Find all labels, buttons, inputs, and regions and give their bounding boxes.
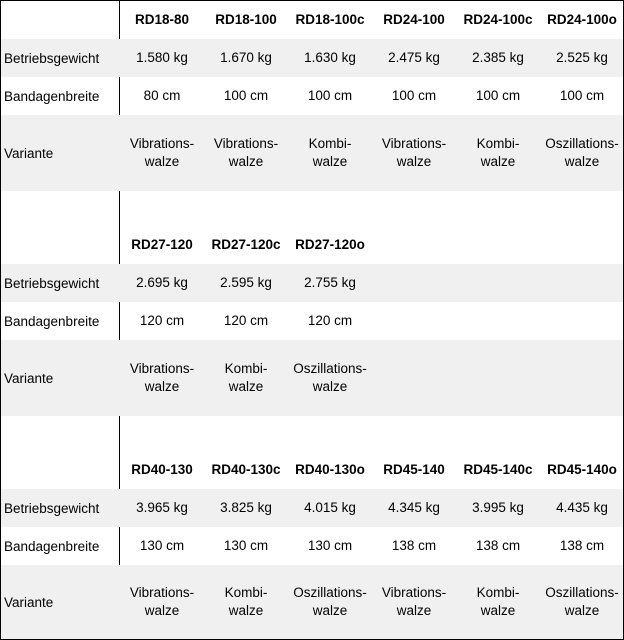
- weight-value: 3.825 kg: [220, 500, 272, 515]
- weight-value: 3.995 kg: [472, 500, 524, 515]
- row-label-variant: Variante: [4, 145, 54, 161]
- width-value: 100 cm: [391, 88, 437, 103]
- variant-row: [1, 340, 623, 416]
- model-name: RD45-140o: [547, 462, 617, 477]
- variant-value: Kombi- walze: [308, 136, 352, 169]
- variant-value: Vibrations- walze: [213, 136, 279, 169]
- weight-value: 1.630 kg: [304, 50, 356, 65]
- variant-row: [1, 565, 623, 639]
- weight-value: 4.435 kg: [556, 500, 608, 515]
- model-name: RD27-120: [131, 237, 193, 252]
- weight-row: [1, 489, 623, 527]
- row-label-width: Bandagenbreite: [4, 313, 100, 329]
- row-label-variant: Variante: [4, 594, 54, 610]
- model-header-row: [1, 451, 623, 489]
- variant-value: Vibrations- walze: [129, 585, 195, 618]
- width-value: 100 cm: [223, 88, 269, 103]
- weight-value: 4.345 kg: [388, 500, 440, 515]
- variant-value: Oszillations- walze: [545, 136, 619, 169]
- width-value: 80 cm: [143, 88, 181, 103]
- model-name: RD40-130c: [211, 462, 281, 477]
- model-name: RD45-140c: [463, 462, 533, 477]
- width-value: 120 cm: [223, 313, 269, 328]
- weight-value: 1.580 kg: [136, 50, 188, 65]
- row-label-weight: Betriebsgewicht: [4, 275, 100, 291]
- model-name: RD24-100c: [463, 12, 533, 27]
- row-label-width: Bandagenbreite: [4, 538, 100, 554]
- width-value: 138 cm: [391, 538, 437, 553]
- model-name: RD18-100c: [295, 12, 365, 27]
- row-label-variant: Variante: [4, 370, 54, 386]
- model-name: RD27-120o: [295, 237, 365, 252]
- width-value: 120 cm: [307, 313, 353, 328]
- width-value: 100 cm: [475, 88, 521, 103]
- width-value: 130 cm: [223, 538, 269, 553]
- width-value: 120 cm: [139, 313, 185, 328]
- variant-value: Vibrations- walze: [129, 136, 195, 169]
- model-header-row: [1, 226, 623, 264]
- weight-value: 2.695 kg: [136, 275, 188, 290]
- weight-value: 1.670 kg: [220, 50, 272, 65]
- weight-value: 4.015 kg: [304, 500, 356, 515]
- weight-value: 2.595 kg: [220, 275, 272, 290]
- weight-value: 3.965 kg: [136, 500, 188, 515]
- variant-value: Kombi- walze: [224, 361, 268, 394]
- width-value: 130 cm: [139, 538, 185, 553]
- model-header-row: [1, 1, 623, 39]
- weight-value: 2.755 kg: [304, 275, 356, 290]
- width-value: 100 cm: [307, 88, 353, 103]
- model-name: RD27-120c: [211, 237, 281, 252]
- row-label-weight: Betriebsgewicht: [4, 50, 100, 66]
- width-value: 138 cm: [559, 538, 605, 553]
- variant-value: Vibrations- walze: [129, 361, 195, 394]
- model-name: RD18-100: [215, 12, 277, 27]
- model-name: RD24-100: [383, 12, 445, 27]
- width-value: 130 cm: [307, 538, 353, 553]
- width-value: 100 cm: [559, 88, 605, 103]
- weight-value: 2.475 kg: [388, 50, 440, 65]
- model-name: RD18-80: [134, 12, 190, 27]
- variant-value: Kombi- walze: [224, 585, 268, 618]
- model-name: RD24-100o: [547, 12, 617, 27]
- width-row: [1, 302, 623, 340]
- weight-value: 2.385 kg: [472, 50, 524, 65]
- variant-value: Kombi- walze: [476, 585, 520, 618]
- weight-row: [1, 264, 623, 302]
- variant-value: Vibrations- walze: [381, 585, 447, 618]
- row-label-weight: Betriebsgewicht: [4, 500, 100, 516]
- width-row: [1, 77, 623, 115]
- variant-value: Oszillations- walze: [293, 361, 367, 394]
- model-name: RD45-140: [383, 462, 445, 477]
- variant-value: Kombi- walze: [476, 136, 520, 169]
- weight-row: [1, 39, 623, 77]
- variant-value: Oszillations- walze: [545, 585, 619, 618]
- variant-row: [1, 115, 623, 191]
- model-name: RD40-130: [131, 462, 193, 477]
- variant-value: Oszillations- walze: [293, 585, 367, 618]
- variant-value: Vibrations- walze: [381, 136, 447, 169]
- width-value: 138 cm: [475, 538, 521, 553]
- weight-value: 2.525 kg: [556, 50, 608, 65]
- width-row: [1, 527, 623, 565]
- model-name: RD40-130o: [295, 462, 365, 477]
- row-label-width: Bandagenbreite: [4, 88, 100, 104]
